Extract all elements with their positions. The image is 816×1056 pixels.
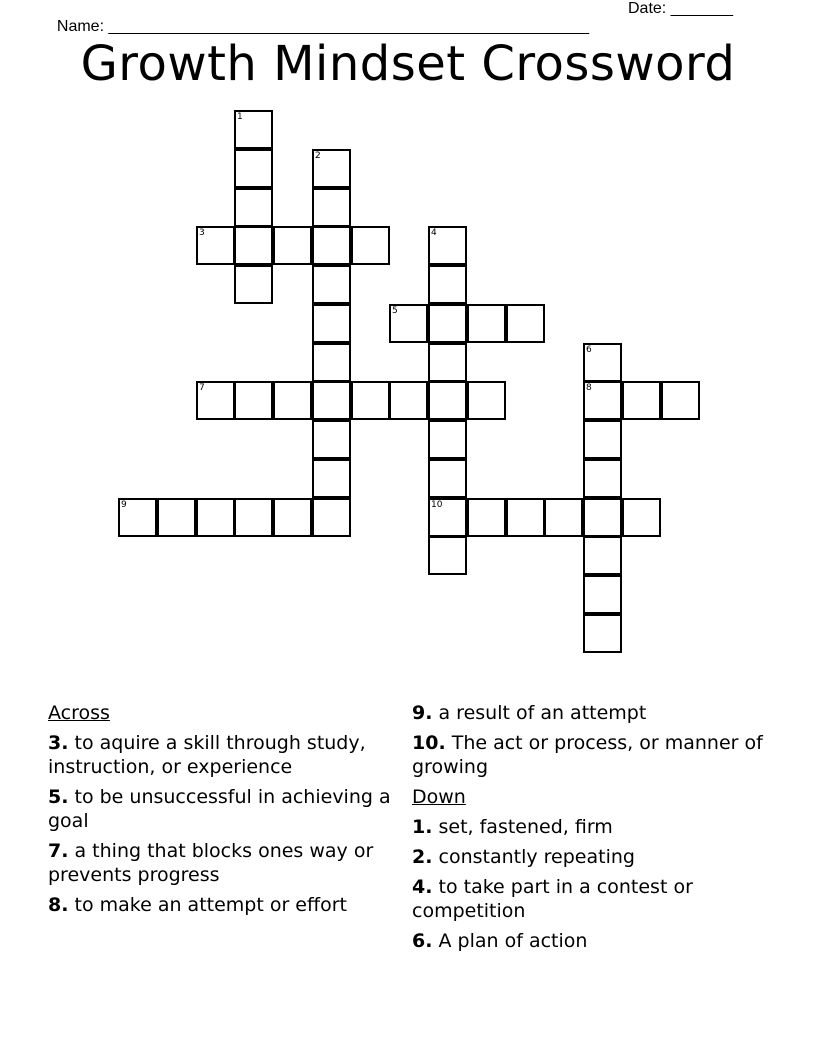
down-heading: Down [412,786,466,808]
clue-text: to make an attempt or effort [74,894,347,916]
grid-cell[interactable] [196,498,235,537]
grid-cell[interactable] [312,343,351,382]
clue-number-label: 2 [315,151,321,161]
grid-cell[interactable] [196,226,235,265]
grid-cell[interactable] [234,381,273,420]
grid-cell[interactable] [273,381,312,420]
grid-cell[interactable] [273,498,312,537]
grid-cell[interactable] [234,498,273,537]
grid-cell[interactable] [351,226,390,265]
grid-cell[interactable] [389,381,428,420]
across-clue [48,785,408,833]
clue-number-label: 7 [199,383,205,393]
across-clue [48,839,408,887]
down-clue [412,845,772,869]
clue-number: 2. [412,846,433,868]
across-heading: Across [48,702,110,724]
clue-text: to take part in a contest or competition [412,876,693,922]
grid-cell[interactable] [312,459,351,498]
grid-cell[interactable] [622,498,661,537]
grid-cell[interactable] [312,304,351,343]
name-field-label[interactable]: Name: ______________________________________________________ [56,18,589,35]
grid-cell[interactable] [312,226,351,265]
clue-text: to be unsuccessful in achieving a goal [48,786,391,832]
down-clue [412,875,772,923]
grid-cell[interactable] [312,420,351,459]
clues-right-column [412,701,772,959]
grid-cell[interactable] [544,498,583,537]
clue-number: 10. [412,732,446,754]
grid-cell[interactable] [583,459,622,498]
clue-text: set, fastened, firm [438,816,613,838]
grid-cell[interactable] [196,381,235,420]
grid-cell[interactable] [583,343,622,382]
grid-cell[interactable] [467,498,506,537]
grid-cell[interactable] [583,498,622,537]
clue-number-label: 8 [586,383,592,393]
grid-cell[interactable] [583,420,622,459]
grid-cell[interactable] [351,381,390,420]
grid-cell[interactable] [428,498,467,537]
across-clue [412,731,772,779]
grid-cell[interactable] [428,420,467,459]
grid-cell[interactable] [312,498,351,537]
down-clue [412,929,772,953]
clue-text: The act or process, or manner of growing [412,732,763,778]
grid-cell[interactable] [234,188,273,227]
down-clue [412,815,772,839]
clue-text: constantly repeating [438,846,635,868]
grid-cell[interactable] [312,381,351,420]
grid-cell[interactable] [428,265,467,304]
clue-number-label: 3 [199,228,205,238]
clue-number-label: 1 [237,112,243,122]
clue-number: 3. [48,732,69,754]
grid-cell[interactable] [312,149,351,188]
across-clue [412,701,772,725]
clue-text: to aquire a skill through study, instruction, or experience [48,732,366,778]
grid-cell[interactable] [234,226,273,265]
grid-cell[interactable] [234,110,273,149]
grid-cell[interactable] [622,381,661,420]
clue-number-label: 10 [431,500,443,510]
clue-number: 1. [412,816,433,838]
clue-text: A plan of action [438,930,588,952]
grid-cell[interactable] [428,226,467,265]
grid-cell[interactable] [428,304,467,343]
clue-number: 7. [48,840,69,862]
grid-cell[interactable] [467,304,506,343]
grid-cell[interactable] [583,381,622,420]
grid-cell[interactable] [428,459,467,498]
clue-number: 9. [412,702,433,724]
grid-cell[interactable] [583,575,622,614]
grid-cell[interactable] [583,536,622,575]
grid-cell[interactable] [583,614,622,653]
clue-number-label: 6 [586,345,592,355]
grid-cell[interactable] [273,226,312,265]
across-clue [48,893,408,917]
across-clue [48,731,408,779]
grid-cell[interactable] [661,381,700,420]
grid-cell[interactable] [234,265,273,304]
clue-number: 8. [48,894,69,916]
clue-number: 6. [412,930,433,952]
grid-cell[interactable] [234,149,273,188]
grid-cell[interactable] [428,343,467,382]
page-title: Growth Mindset Crossword [80,36,736,92]
grid-cell[interactable] [506,304,545,343]
clue-text: a result of an attempt [438,702,647,724]
clue-number: 4. [412,876,433,898]
grid-cell[interactable] [118,498,157,537]
grid-cell[interactable] [506,498,545,537]
grid-cell[interactable] [157,498,196,537]
grid-cell[interactable] [389,304,428,343]
grid-cell[interactable] [467,381,506,420]
grid-cell[interactable] [312,188,351,227]
clue-number-label: 4 [431,228,437,238]
clue-number-label: 9 [121,500,127,510]
clue-text: a thing that blocks ones way or prevents progress [48,840,374,886]
date-field-label[interactable]: Date: _______ [628,0,733,17]
grid-cell[interactable] [428,381,467,420]
grid-cell[interactable] [428,536,467,575]
clue-number-label: 5 [392,306,398,316]
clue-number: 5. [48,786,69,808]
grid-cell[interactable] [312,265,351,304]
clues-left-column [48,701,408,923]
